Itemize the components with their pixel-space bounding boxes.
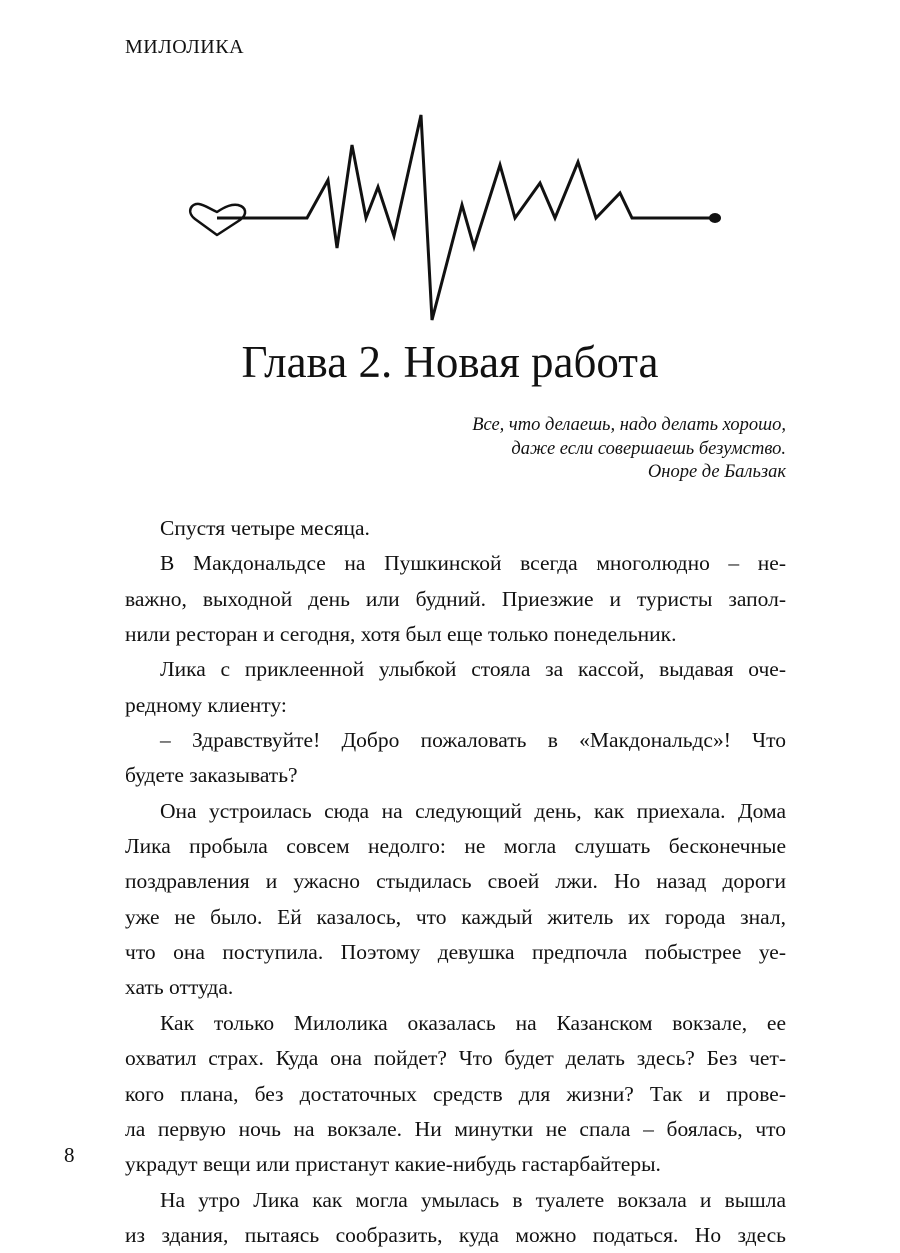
text-line: важно, выходной день или будний. Приезжие и туристы запол- <box>125 586 786 611</box>
text-line: охватил страх. Куда она пойдет? Что будет делать здесь? Без чет- <box>125 1046 786 1071</box>
text-line: кого плана, без достаточных средств для жизни? Так и прове- <box>125 1081 786 1106</box>
text-line: Лика с приклеенной улыбкой стояла за кассой, выдавая оче- <box>160 657 786 682</box>
epigraph-line: даже если совершаешь безумство. <box>511 438 786 459</box>
text-line: украдут вещи или пристанут какие-нибудь гастарбайтеры. <box>125 1152 661 1177</box>
text-line: На утро Лика как могла умылась в туалете вокзала и вышла <box>160 1187 786 1212</box>
text-line: В Макдональдсе на Пушкинской всегда многолюдно – не- <box>160 551 786 576</box>
heartbeat-line <box>217 115 713 320</box>
text-line: редному клиенту: <box>125 692 287 717</box>
heartbeat-heart-icon <box>0 0 900 340</box>
text-line: что она поступила. Поэтому девушка предпочла побыстрее уе- <box>125 940 786 965</box>
epigraph <box>472 414 786 485</box>
text-line: нили ресторан и сегодня, хотя был еще только понедельник. <box>125 622 677 647</box>
text-line: Как только Милолика оказалась на Казанском вокзале, ее <box>160 1010 786 1035</box>
text-line: хать оттуда. <box>125 975 234 1000</box>
text-line: Она устроилась сюда на следующий день, как приехала. Дома <box>160 798 786 823</box>
running-header: МИЛОЛИКА <box>125 36 245 58</box>
text-line: уже не было. Ей казалось, что каждый житель их города знал, <box>125 904 786 929</box>
chapter-title: Глава 2. Новая работа <box>241 337 659 387</box>
text-line: будете заказывать? <box>125 763 298 788</box>
text-line: Спустя четыре месяца. <box>160 516 370 540</box>
epigraph-author: Оноре де Бальзак <box>647 462 786 482</box>
line-end-dot <box>709 213 721 223</box>
text-line: ла первую ночь на вокзале. Ни минутки не спала – боялась, что <box>125 1116 786 1141</box>
page-number: 8 <box>64 1143 75 1167</box>
text-line: поздравления и ужасно стыдилась своей лжи. Но назад дороги <box>125 869 786 894</box>
text-line: – Здравствуйте! Добро пожаловать в «Макдональдс»! Что <box>160 728 786 753</box>
body-text <box>125 511 786 1253</box>
epigraph-line: Все, что делаешь, надо делать хорошо, <box>472 415 786 435</box>
text-line: из здания, пытаясь сообразить, куда можно податься. Но здесь <box>125 1222 786 1247</box>
text-line: Лика пробыла совсем недолго: не могла слушать бесконечные <box>125 834 786 859</box>
